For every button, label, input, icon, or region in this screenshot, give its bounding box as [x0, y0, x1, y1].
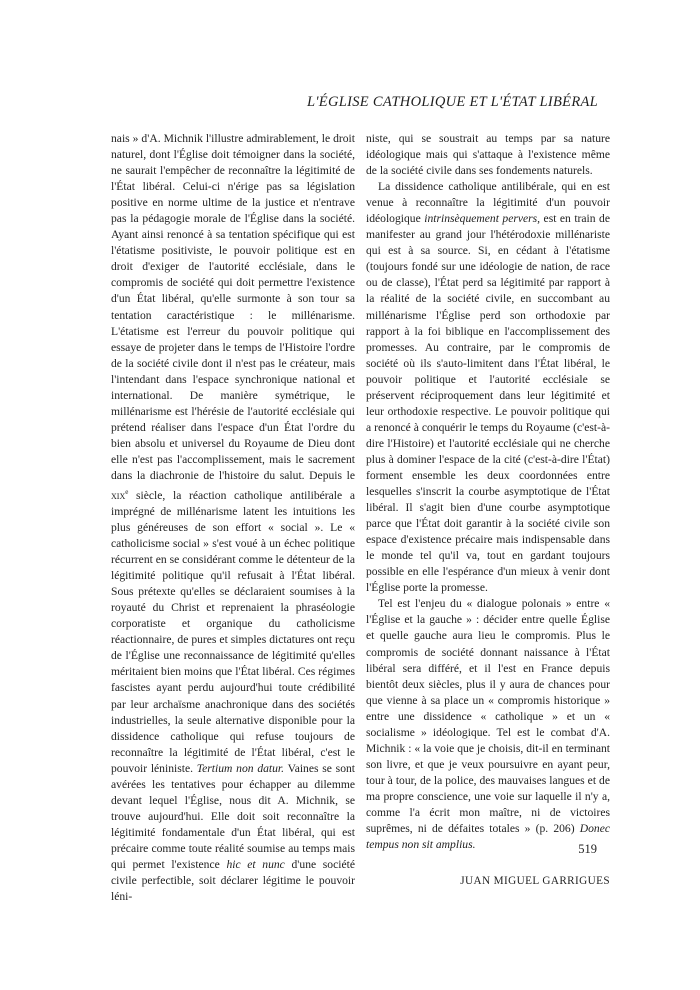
running-head: L'ÉGLISE CATHOLIQUE ET L'ÉTAT LIBÉRAL — [307, 94, 598, 110]
left-text-1: nais » d'A. Michnik l'illustre admirablement, le droit naturel, dont l'Église doit témoigner dans la société, ne saurait l'empêcher de reconnaître la légitimité de l'État libéral. Celui-ci n'érige pas sa législation positive en norme ultime de la justice et n'entrave pas la pédagogie morale de l'Église dans la société. Ayant ainsi renoncé à sa tentation spécifique qui est l'étatisme positiviste, le pouvoir politique est en droit d'exiger de l'autorité ecclésiale, dans le compromis de société qui doit permettre l'existence d'un État libéral, qu'elle surmonte à son tour sa tentation caractéristique : le millénarisme. L'étatisme est l'erreur du pouvoir politique qui essaye de projeter dans le temps de l'Histoire l'ordre de la société civile dont il n'est pas le créateur, mais l'intendant dans l'espace synchronique national et international. De manière symétrique, le millénarisme est l'hérésie de l'autorité ecclésiale qui prétend réaliser dans l'espace d'un État l'ordre du bien absolu et universel du Royaume de Dieu dont elle n'est pas l'accomplissement, mais le sacrement dans la diachronie de l'histoire du salut. Depuis le — [111, 132, 355, 482]
left-text-3: Vaines se sont avérées les tentatives pour échapper au dilemme devant lequel l'Église, nous dit A. Michnik, se trouve aujourd'hui. Elle doit soit reconnaître la légitimité fondamentale d'un État libéral, qui est précaire comme toute réalité soumise au temps mais qui permet l'existence — [111, 761, 356, 871]
left-column — [111, 131, 355, 905]
latin-phrase-tertium: Tertium non datur. — [196, 761, 285, 775]
right-p3-text: Tel est l'enjeu du « dialogue polonais » entre « l'Église et la gauche » : décider entre quelle Église et quelle gauche aura lieu le compromis. Plus le compromis de société donnant naissance à l'État libéral sera différé, et il l'est en France depuis bientôt deux siècles, plus il y aura de chances pour que vienne à sa place un « compromis historique » entre une dissidence « catholique » et un « socialisme » idéologique. Tel est le combat d'A. Michnik : « la voie que je choisis, dit-il en terminant son livre, et que je veux poursuivre en ayant peur, tour à tour, de la police, des mauvaises langues et de ma propre conscience, une voie sur laquelle il n'y a, comme l'a écrit mon maître, ni de victoires suprêmes, ni de défaites totales » (p. 206) — [366, 597, 610, 836]
right-p2-text-b: est en train de manifester au grand jour l'hétérodoxie millénariste qui est à sa source. Si, en cédant à l'étatisme (toujours fondé sur une idéologie de nation, de race ou de classe), l'État perd sa légitimité par rapport à la réalité de la société civile, en succombant au millénarisme l'Église perd son orthodoxie par rapport à la foi biblique en l'accomplissement des promesses. Au contraire, par le compromis de société où ils s'auto-limitent dans l'État libéral, le pouvoir politique et l'autorité ecclésiale se préservent réciproquement dans leur légitimité et leur orthodoxie respective. Le pouvoir politique qui a renoncé à conquérir le temps du Royaume (c'est-à-dire l'Histoire) et l'autorité ecclésiale qui ne cherche plus à dominer l'espace de la cité (c'est-à-dire l'État) forment ensemble les deux coordonnées entre lesquelles s'inscrit la courbe asymptotique de l'État libéral. Il s'agit bien d'une courbe asymptotique parce que l'État doit garantir à la société civile son espace d'existence précaire mais indispensable dans le monde tel qu'il va, tout en gardant toujours possible en elle l'espérance d'un mieux à venir dont l'Église porte la promesse. — [366, 212, 610, 595]
left-paragraph — [111, 131, 355, 905]
right-p2-italic: intrinsèquement pervers, — [424, 212, 541, 226]
right-p2-text-a: La dissidence catholique antilibérale, qui en est venue à reconnaître la légitimité d'un pouvoir idéologique — [366, 180, 610, 226]
closing-latin-phrase: Donec tempus non sit amplius. — [366, 822, 610, 852]
latin-phrase-hic-et-nunc: hic et nunc — [226, 857, 285, 871]
left-text-2: siècle, la réaction catholique antilibérale a imprégné de millénarisme latent les intuitions les plus généreuses de son effort « social ». Le « catholicisme social » s'est voué à un échec politique récurrent en se considérant comme le détenteur de la légitimité politique qu'il refusait à l'État libéral. Sous prétexte qu'elles se déclaraient soumises à la royauté du Christ et reprenaient la phraséologie corporatiste et organique du catholicisme réactionnaire, de pures et simples dictatures ont reçu de l'Église une reconnaissance de légitimité qu'elles méritaient bien moins que l'État libéral. Ces régimes fascistes ayant perdu aujourd'hui toute crédibilité par leur archaïsme anachronique dans des sociétés industrielles, la seule alternative disponible pour la dissidence catholique qui refuse toujours de reconnaître la légitimité de l'État libéral, c'est le pouvoir léniniste. — [111, 488, 355, 775]
author-signature: JUAN MIGUEL GARRIGUES — [460, 875, 610, 888]
right-paragraph-1: niste, qui se soustrait au temps par sa nature idéologique mais qui s'attaque à l'existence même de la société civile dans ses fondements naturels. — [366, 132, 610, 178]
right-paragraph-2 — [366, 179, 610, 596]
century-suffix: e — [125, 488, 129, 497]
century-numeral: xix — [111, 488, 126, 502]
right-paragraph-3 — [366, 596, 610, 853]
left-text-4: d'une société civile perfectible, soit déclarer légitime le pouvoir léni- — [111, 857, 355, 904]
right-column — [366, 131, 610, 889]
page-number: 519 — [578, 842, 597, 856]
